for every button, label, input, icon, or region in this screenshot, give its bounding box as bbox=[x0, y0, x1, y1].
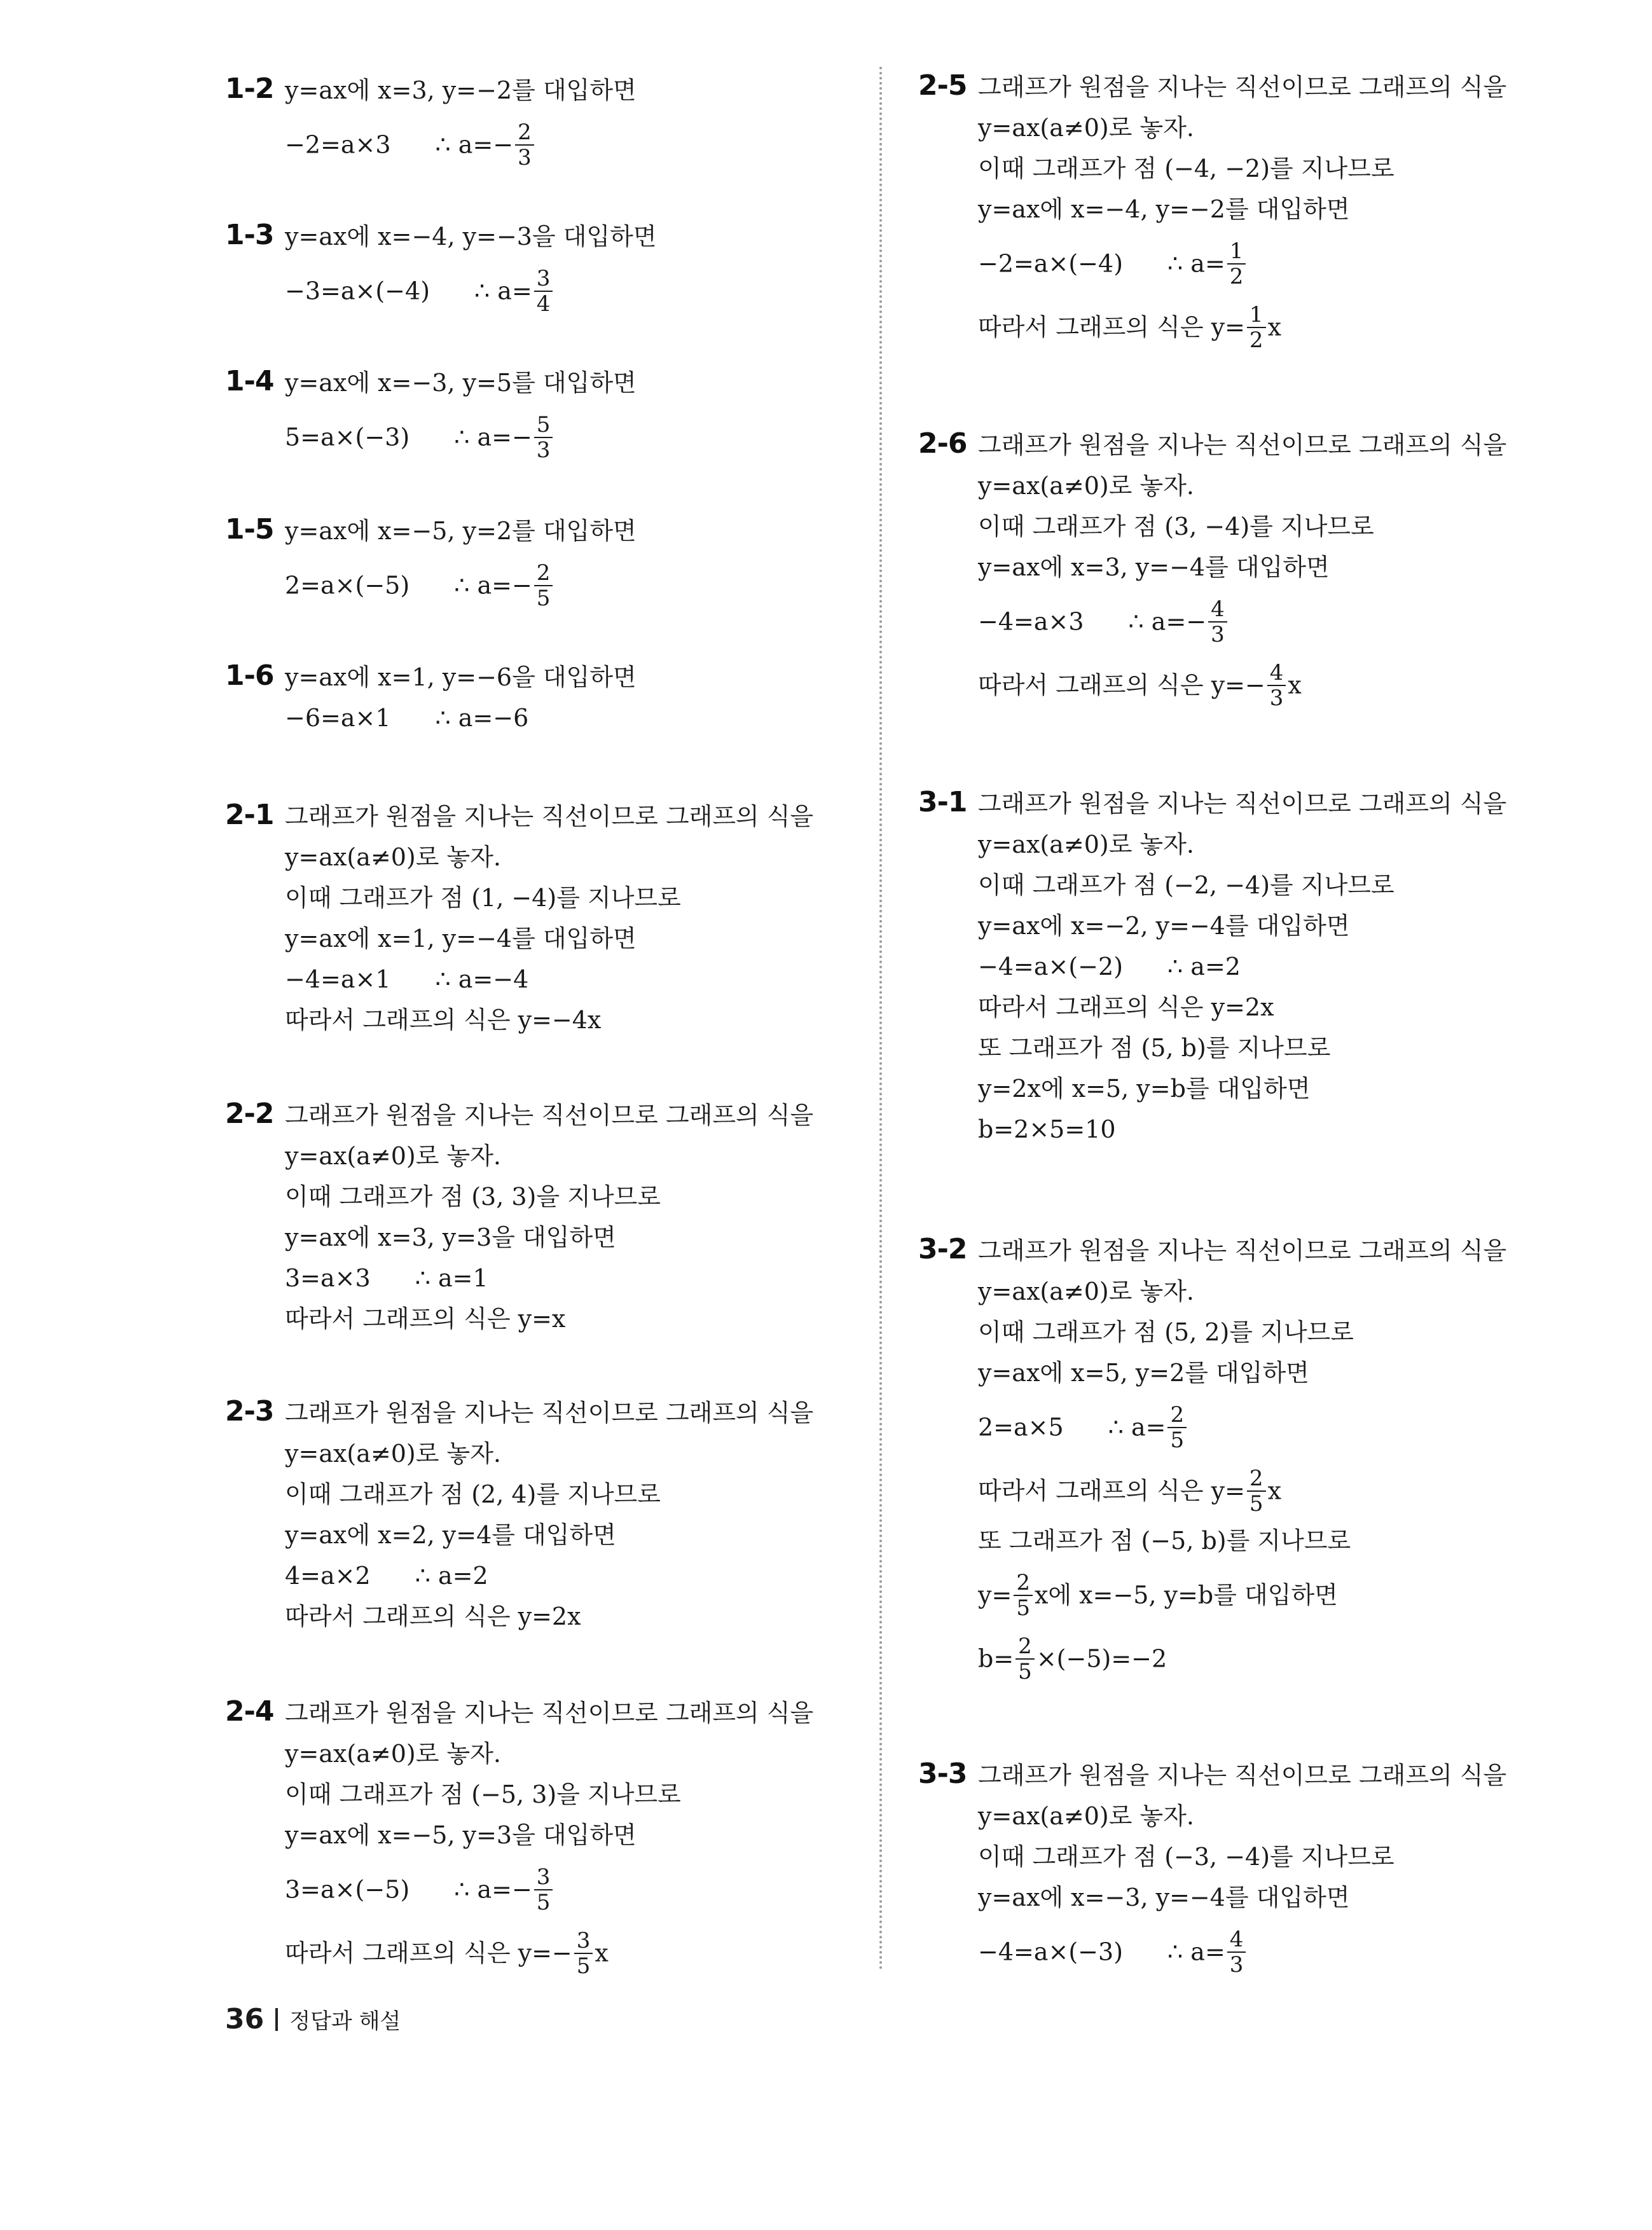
solution-line bbox=[285, 1515, 813, 1555]
solution-lines bbox=[285, 362, 637, 467]
therefore-text: ∴ a=− bbox=[454, 1875, 532, 1904]
line-text: y=ax에 x=1, y=−6을 대입하면 bbox=[285, 663, 637, 691]
solution-line bbox=[285, 257, 657, 320]
solution-line bbox=[978, 783, 1506, 824]
fraction bbox=[1015, 1634, 1035, 1684]
fraction-numerator: 5 bbox=[534, 413, 553, 438]
solution-line bbox=[285, 1693, 813, 1733]
line-text: 이때 그래프가 점 (−5, 3)을 지나므로 bbox=[285, 1780, 681, 1808]
line-text: 그래프가 원점을 지나는 직선이므로 그래프의 식을 bbox=[285, 1101, 814, 1129]
line-text: 그래프가 원점을 지나는 직선이므로 그래프의 식을 bbox=[978, 431, 1507, 459]
fraction bbox=[534, 561, 553, 610]
fraction-denominator: 3 bbox=[536, 437, 551, 463]
line-text: 그래프가 원점을 지나는 직선이므로 그래프의 식을 bbox=[285, 802, 814, 830]
therefore-text: ∴ a= bbox=[474, 277, 532, 305]
problem-number: 2-5 bbox=[918, 69, 967, 102]
fraction-denominator: 5 bbox=[1016, 1595, 1030, 1621]
line-text-after: x bbox=[1267, 313, 1281, 341]
line-text: 그래프가 원점을 지나는 직선이므로 그래프의 식을 bbox=[978, 1761, 1507, 1789]
solution-line bbox=[285, 1555, 813, 1596]
line-text: 3=a×(−5) bbox=[285, 1875, 410, 1904]
line-text-after: x에 x=−5, y=b를 대입하면 bbox=[1034, 1581, 1338, 1609]
line-text-after: x bbox=[595, 1939, 609, 1967]
solution-line bbox=[285, 70, 637, 111]
solution-line bbox=[285, 1217, 813, 1258]
fraction-numerator: 2 bbox=[534, 561, 553, 586]
line-text: 이때 그래프가 점 (2, 4)를 지나므로 bbox=[285, 1480, 661, 1508]
solution-lines bbox=[285, 511, 637, 615]
line-text: y=ax(a≠0)로 놓자. bbox=[978, 472, 1194, 500]
solution-line bbox=[285, 959, 813, 1000]
problem-number: 2-2 bbox=[225, 1098, 274, 1130]
solution-line bbox=[978, 1755, 1506, 1796]
solution-lines bbox=[978, 783, 1506, 1150]
line-text: 따라서 그래프의 식은 y=2x bbox=[978, 993, 1274, 1021]
line-text: 따라서 그래프의 식은 y=− bbox=[978, 671, 1265, 699]
solution-line bbox=[978, 588, 1506, 651]
fraction-numerator: 2 bbox=[515, 120, 534, 146]
line-text: 따라서 그래프의 식은 y=− bbox=[285, 1939, 572, 1967]
line-text: −4=a×(−2) bbox=[978, 953, 1124, 981]
solution-line bbox=[978, 465, 1506, 506]
fraction bbox=[1267, 661, 1286, 710]
solution-line bbox=[285, 111, 637, 174]
solution-line bbox=[978, 1230, 1506, 1271]
fraction-numerator: 3 bbox=[534, 1865, 553, 1890]
fraction bbox=[1247, 1466, 1266, 1516]
fraction-numerator: 1 bbox=[1247, 303, 1266, 328]
line-text: 3=a×3 bbox=[285, 1264, 371, 1292]
line-text: 그래프가 원점을 지나는 직선이므로 그래프의 식을 bbox=[285, 1399, 814, 1427]
solution-line bbox=[285, 1433, 813, 1474]
solution-line bbox=[978, 547, 1506, 588]
problem-number: 3-2 bbox=[918, 1233, 967, 1265]
line-text: y=ax에 x=−4, y=−3을 대입하면 bbox=[285, 223, 657, 251]
therefore-text: ∴ a=− bbox=[435, 130, 514, 159]
fraction-denominator: 2 bbox=[1249, 327, 1263, 353]
fraction-denominator: 5 bbox=[576, 1953, 591, 1979]
solution-line bbox=[285, 362, 637, 403]
line-text: y=ax에 x=−3, y=−4를 대입하면 bbox=[978, 1883, 1350, 1911]
line-text: 따라서 그래프의 식은 y= bbox=[978, 313, 1245, 341]
page-number: 36 bbox=[225, 2003, 265, 2035]
solution-lines bbox=[285, 216, 657, 320]
line-text: 그래프가 원점을 지나는 직선이므로 그래프의 식을 bbox=[978, 790, 1507, 818]
fraction-numerator: 3 bbox=[574, 1929, 593, 1954]
fraction bbox=[1208, 597, 1227, 647]
solution-line bbox=[285, 837, 813, 878]
solution-line bbox=[285, 1474, 813, 1515]
problem-number: 1-2 bbox=[225, 72, 274, 105]
solution-line bbox=[285, 1393, 813, 1433]
line-text: y=ax에 x=−5, y=3을 대입하면 bbox=[285, 1821, 637, 1849]
line-text: y=ax에 x=−3, y=5를 대입하면 bbox=[285, 369, 637, 397]
solution-lines bbox=[978, 1230, 1506, 1688]
therefore-text: ∴ a= bbox=[1167, 249, 1225, 278]
page-footer bbox=[225, 2003, 401, 2035]
solution-lines bbox=[285, 1693, 813, 1983]
problem-number: 3-3 bbox=[918, 1758, 967, 1790]
line-text: 또 그래프가 점 (−5, b)를 지나므로 bbox=[978, 1527, 1351, 1555]
line-text: 4=a×2 bbox=[285, 1562, 371, 1590]
solution-line bbox=[978, 946, 1506, 987]
line-text-after: x bbox=[1267, 1476, 1281, 1505]
solution-line bbox=[978, 148, 1506, 189]
fraction-denominator: 5 bbox=[1018, 1658, 1032, 1684]
line-text: y=ax(a≠0)로 놓자. bbox=[285, 1440, 501, 1468]
therefore-text: ∴ a= bbox=[1167, 1937, 1225, 1966]
fraction bbox=[1167, 1403, 1187, 1452]
fraction bbox=[1227, 1927, 1246, 1977]
solution-line bbox=[978, 1109, 1506, 1150]
line-text: 이때 그래프가 점 (3, 3)을 지나므로 bbox=[285, 1183, 661, 1211]
line-text: y=ax에 x=3, y=3을 대입하면 bbox=[285, 1223, 616, 1251]
problem-number: 2-1 bbox=[225, 799, 274, 831]
problem-number: 2-6 bbox=[918, 427, 967, 460]
fraction-numerator: 4 bbox=[1267, 661, 1286, 686]
solution-line bbox=[285, 1298, 813, 1339]
solution-line bbox=[285, 216, 657, 257]
line-text: 따라서 그래프의 식은 y= bbox=[978, 1476, 1245, 1505]
line-text: y=ax(a≠0)로 놓자. bbox=[285, 843, 501, 871]
fraction bbox=[534, 1865, 553, 1915]
line-text: y=ax(a≠0)로 놓자. bbox=[978, 830, 1194, 858]
solution-line bbox=[978, 1796, 1506, 1836]
solution-lines bbox=[978, 67, 1506, 357]
therefore-text: ∴ a=2 bbox=[1167, 953, 1241, 981]
solution-line bbox=[978, 1836, 1506, 1877]
fraction-numerator: 2 bbox=[1247, 1466, 1266, 1492]
solution-line bbox=[978, 230, 1506, 293]
solution-line bbox=[978, 293, 1506, 357]
line-text: 이때 그래프가 점 (−3, −4)를 지나므로 bbox=[978, 1843, 1394, 1871]
line-text: 그래프가 원점을 지나는 직선이므로 그래프의 식을 bbox=[978, 1237, 1507, 1265]
line-text: y= bbox=[978, 1581, 1012, 1609]
solution-line bbox=[978, 865, 1506, 905]
fraction-denominator: 3 bbox=[1229, 1951, 1244, 1978]
therefore-text: ∴ a=−6 bbox=[435, 704, 529, 732]
fraction bbox=[534, 266, 553, 316]
line-text: 따라서 그래프의 식은 y=x bbox=[285, 1305, 566, 1333]
therefore-text: ∴ a=1 bbox=[415, 1264, 488, 1292]
line-text-after: ×(−5)=−2 bbox=[1036, 1644, 1167, 1673]
line-text: 따라서 그래프의 식은 y=2x bbox=[285, 1602, 581, 1630]
problem-number: 1-5 bbox=[225, 513, 274, 546]
therefore-text: ∴ a=−4 bbox=[435, 965, 529, 993]
fraction-denominator: 5 bbox=[1170, 1427, 1185, 1453]
line-text: −6=a×1 bbox=[285, 704, 391, 732]
fraction bbox=[1014, 1571, 1033, 1620]
problem-number: 2-4 bbox=[225, 1695, 274, 1728]
line-text: −2=a×3 bbox=[285, 130, 391, 159]
solution-line bbox=[285, 1919, 813, 1983]
fraction bbox=[574, 1929, 593, 1978]
solution-line bbox=[978, 651, 1506, 715]
line-text: y=ax에 x=−2, y=−4를 대입하면 bbox=[978, 912, 1350, 940]
solution-line bbox=[285, 657, 637, 698]
solution-line bbox=[978, 1271, 1506, 1312]
line-text: 이때 그래프가 점 (5, 2)를 지나므로 bbox=[978, 1318, 1354, 1346]
solution-line bbox=[978, 1877, 1506, 1918]
solution-line bbox=[285, 698, 637, 738]
line-text: 2=a×5 bbox=[978, 1413, 1064, 1442]
line-text: y=ax에 x=3, y=−4를 대입하면 bbox=[978, 553, 1330, 581]
footer-label: 정답과 해설 bbox=[289, 2009, 401, 2034]
fraction-denominator: 5 bbox=[536, 1889, 551, 1915]
solution-line bbox=[285, 796, 813, 837]
therefore-text: ∴ a=− bbox=[1128, 607, 1207, 636]
line-text: y=ax(a≠0)로 놓자. bbox=[285, 1142, 501, 1170]
solution-lines bbox=[285, 1095, 813, 1339]
solution-line bbox=[285, 551, 637, 615]
therefore-text: ∴ a=− bbox=[454, 423, 532, 451]
problem-number: 2-3 bbox=[225, 1395, 274, 1428]
solution-lines bbox=[978, 1755, 1506, 1981]
line-text: y=ax에 x=1, y=−4를 대입하면 bbox=[285, 925, 637, 953]
fraction-numerator: 4 bbox=[1208, 597, 1227, 623]
solution-line bbox=[285, 1596, 813, 1637]
line-text: y=ax에 x=5, y=2를 대입하면 bbox=[978, 1359, 1309, 1387]
solution-line bbox=[978, 1520, 1506, 1561]
line-text: 그래프가 원점을 지나는 직선이므로 그래프의 식을 bbox=[285, 1699, 814, 1727]
solution-line bbox=[978, 1068, 1506, 1109]
column-divider bbox=[879, 67, 882, 1971]
solution-line bbox=[285, 878, 813, 918]
fraction-denominator: 2 bbox=[1229, 263, 1244, 289]
line-text: y=ax(a≠0)로 놓자. bbox=[978, 1277, 1194, 1305]
line-text: y=ax에 x=2, y=4를 대입하면 bbox=[285, 1521, 616, 1549]
fraction bbox=[534, 413, 553, 462]
line-text: y=2x에 x=5, y=b를 대입하면 bbox=[978, 1075, 1311, 1103]
solution-line bbox=[285, 1815, 813, 1855]
solution-line bbox=[285, 918, 813, 959]
fraction-numerator: 1 bbox=[1227, 239, 1246, 265]
line-text: 2=a×(−5) bbox=[285, 571, 410, 600]
fraction bbox=[1247, 303, 1266, 352]
line-text: −3=a×(−4) bbox=[285, 277, 430, 305]
problem-number: 3-1 bbox=[918, 786, 967, 818]
fraction-denominator: 3 bbox=[1211, 621, 1225, 647]
fraction-denominator: 5 bbox=[1249, 1490, 1263, 1517]
problem-number: 1-3 bbox=[225, 219, 274, 251]
solution-line bbox=[978, 905, 1506, 946]
solution-line bbox=[978, 1352, 1506, 1393]
line-text: 이때 그래프가 점 (3, −4)를 지나므로 bbox=[978, 513, 1374, 540]
footer-separator bbox=[275, 2008, 278, 2031]
solution-lines bbox=[285, 70, 637, 174]
line-text: 5=a×(−3) bbox=[285, 423, 410, 451]
solution-line bbox=[978, 189, 1506, 230]
solution-line bbox=[285, 1774, 813, 1815]
line-text: b= bbox=[978, 1644, 1014, 1673]
line-text: y=ax(a≠0)로 놓자. bbox=[285, 1740, 501, 1768]
line-text: 또 그래프가 점 (5, b)를 지나므로 bbox=[978, 1034, 1331, 1062]
solution-line bbox=[978, 1312, 1506, 1352]
solution-line bbox=[285, 1136, 813, 1176]
fraction-denominator: 3 bbox=[1269, 685, 1284, 711]
therefore-text: ∴ a= bbox=[1108, 1413, 1166, 1442]
line-text: −4=a×(−3) bbox=[978, 1937, 1124, 1966]
fraction-denominator: 4 bbox=[536, 291, 551, 317]
solution-line bbox=[978, 1918, 1506, 1981]
fraction-numerator: 2 bbox=[1015, 1634, 1035, 1660]
solution-line bbox=[978, 1393, 1506, 1457]
solution-line bbox=[978, 1625, 1506, 1688]
solution-line bbox=[285, 1258, 813, 1298]
line-text: −4=a×3 bbox=[978, 607, 1084, 636]
solution-line bbox=[285, 1176, 813, 1217]
solution-lines bbox=[978, 425, 1506, 715]
line-text: −4=a×1 bbox=[285, 965, 391, 993]
solution-line bbox=[285, 1855, 813, 1919]
solution-line bbox=[285, 403, 637, 467]
solution-line bbox=[978, 506, 1506, 547]
fraction-denominator: 3 bbox=[518, 144, 532, 170]
line-text: y=ax에 x=−5, y=2를 대입하면 bbox=[285, 517, 637, 545]
solution-line bbox=[978, 1028, 1506, 1068]
line-text: −2=a×(−4) bbox=[978, 249, 1124, 278]
solution-line bbox=[978, 824, 1506, 865]
fraction-numerator: 3 bbox=[534, 266, 553, 292]
solution-line bbox=[978, 1457, 1506, 1520]
solution-line bbox=[978, 107, 1506, 148]
solution-line bbox=[978, 67, 1506, 107]
solution-line bbox=[285, 1000, 813, 1040]
therefore-text: ∴ a=− bbox=[454, 571, 532, 600]
line-text: y=ax에 x=−4, y=−2를 대입하면 bbox=[978, 195, 1350, 223]
fraction bbox=[515, 120, 534, 170]
line-text: b=2×5=10 bbox=[978, 1115, 1116, 1143]
line-text: 이때 그래프가 점 (−2, −4)를 지나므로 bbox=[978, 871, 1394, 899]
problem-number: 1-6 bbox=[225, 659, 274, 692]
problem-number: 1-4 bbox=[225, 365, 274, 397]
solution-lines bbox=[285, 1393, 813, 1637]
therefore-text: ∴ a=2 bbox=[415, 1562, 488, 1590]
solution-line bbox=[285, 511, 637, 551]
solution-line bbox=[285, 1733, 813, 1774]
solution-line bbox=[285, 1095, 813, 1136]
line-text: y=ax에 x=3, y=−2를 대입하면 bbox=[285, 76, 637, 104]
line-text: y=ax(a≠0)로 놓자. bbox=[978, 114, 1194, 142]
line-text: y=ax(a≠0)로 놓자. bbox=[978, 1802, 1194, 1830]
fraction-numerator: 4 bbox=[1227, 1927, 1246, 1953]
solution-line bbox=[978, 1561, 1506, 1625]
line-text: 그래프가 원점을 지나는 직선이므로 그래프의 식을 bbox=[978, 73, 1507, 101]
fraction-numerator: 2 bbox=[1014, 1571, 1033, 1596]
line-text: 따라서 그래프의 식은 y=−4x bbox=[285, 1006, 602, 1034]
solution-line bbox=[978, 425, 1506, 465]
fraction-numerator: 2 bbox=[1167, 1403, 1187, 1428]
line-text-after: x bbox=[1288, 671, 1302, 699]
solution-lines bbox=[285, 657, 637, 738]
fraction bbox=[1227, 239, 1246, 289]
solution-lines bbox=[285, 796, 813, 1040]
line-text: 이때 그래프가 점 (−4, −2)를 지나므로 bbox=[978, 155, 1394, 182]
solution-line bbox=[978, 987, 1506, 1028]
fraction-denominator: 5 bbox=[536, 585, 551, 611]
line-text: 이때 그래프가 점 (1, −4)를 지나므로 bbox=[285, 884, 681, 912]
